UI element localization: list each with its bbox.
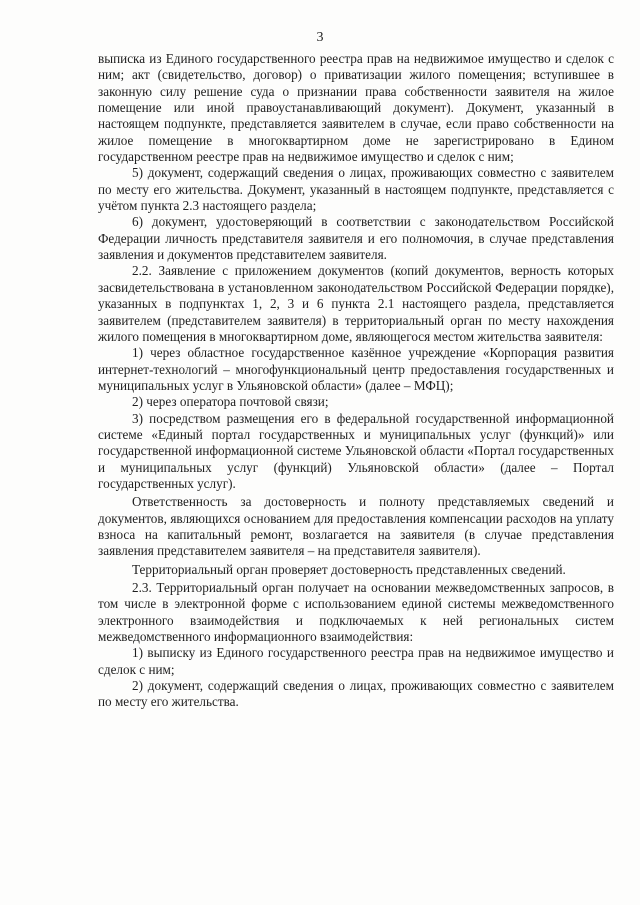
paragraph-responsibility: Ответственность за достоверность и полноту представляемых сведений и документов, являющихся основанием для предоставления компенсации расходов на уплату взноса на капитальный ремонт, возлагается на заявителя (в случае представления заявления представителем заявителя – на представителя заявителя). bbox=[98, 494, 614, 559]
paragraph-item-5: 5) документ, содержащий сведения о лицах, проживающих совместно с заявителем по месту его жительства. Документ, указанный в настоящем подпункте, представляется с учётом пункта 2.3 настоящего раздела; bbox=[98, 165, 614, 214]
paragraph-item-6: 6) документ, удостоверяющий в соответствии с законодательством Российской Федерации личность представителя заявителя и его полномочия, в случае представления заявления и документов представителем заявителя. bbox=[98, 214, 614, 263]
paragraph-request-extract: 1) выписку из Единого государственного реестра прав на недвижимое имущество и сделок с ним; bbox=[98, 645, 614, 677]
paragraph-submission-portal: 3) посредством размещения его в федеральной государственной информационной системе «Единый портал государственных и муниципальных услуг (функций)» или государственной информационной системе Ульяновской области «Портал государственных и муниципальных услуг (функций) Ульяновской области» (далее – Портал государственных услуг). bbox=[98, 410, 614, 491]
paragraph-continuation: выписка из Единого государственного реестра прав на недвижимое имущество и сделок с ним; акт (свидетельство, договор) о приватизации жилого помещения; вступившее в законную силу решение суда о признании права собственности заявителя на жилое помещение или иной правоустанавливающий документ). Документ, указанный в настоящем подпункте, представляется заявителем в случае, если право собственности на жилое помещение в многоквартирном доме не зарегистрировано в Едином государственном реестре прав на недвижимое имущество и сделок с ним; bbox=[98, 51, 614, 165]
page-number: 3 bbox=[316, 30, 324, 45]
paragraph-request-residents: 2) документ, содержащий сведения о лицах, проживающих совместно с заявителем по месту его жительства. bbox=[98, 678, 614, 710]
paragraph-submission-mfc: 1) через областное государственное казённое учреждение «Корпорация развития интернет-технологий – многофункциональный центр предоставления государственных и муниципальных услуг в Ульяновской области» (далее – МФЦ); bbox=[98, 345, 614, 393]
paragraph-section-2-2: 2.2. Заявление с приложением документов (копий документов, верность которых засвидетельствована в установленном законодательством Российской Федерации порядке), указанных в подпунктах 1, 2, 3 и 6 пункта 2.1 настоящего раздела, представляется заявителем (представителем заявителя) в территориальный орган по месту нахождения жилого помещения в многоквартирном доме, являющегося местом жительства заявителя: bbox=[98, 263, 614, 344]
paragraph-verification: Территориальный орган проверяет достоверность представленных сведений. bbox=[132, 561, 566, 577]
paragraph-section-2-3: 2.3. Территориальный орган получает на основании межведомственных запросов, в том числе в электронной форме с использованием единой системы межведомственного электронного взаимодействия и подключаемых к ней региональных систем межведомственного информационного взаимодействия: bbox=[98, 580, 614, 645]
paragraph-submission-post: 2) через оператора почтовой связи; bbox=[132, 394, 329, 410]
document-body bbox=[98, 51, 614, 711]
